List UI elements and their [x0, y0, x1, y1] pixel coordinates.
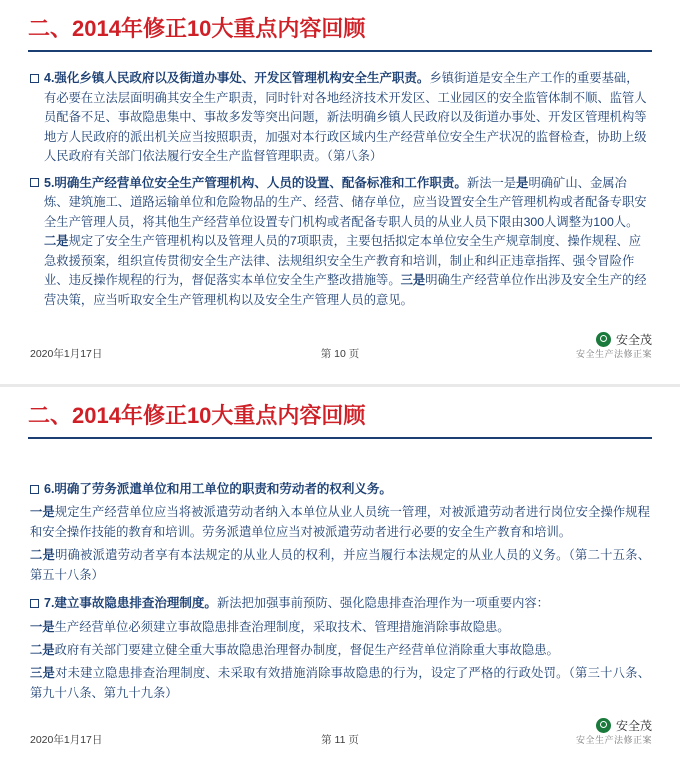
slide-page-10 — [0, 0, 680, 384]
page-title: 二、2014年修正10大重点内容回顾 — [28, 403, 366, 428]
brand-name: 安全茂 — [615, 718, 652, 733]
bullet-6-sub-1-text: 规定生产经营单位应当将被派遣劳动者纳入本单位从业人员统一管理，对被派遣劳动者进行岗位安全操作规程和安全操作技能的教育和培训。劳务派遣单位应当对被派遣劳动者进行必要的安全生产教育和培训。 — [30, 505, 650, 539]
bullet-6-sub-2-text: 明确被派遣劳动者享有本法规定的从业人员的权利，并应当履行本法规定的从业人员的义务。（第二十五条、第五十八条） — [30, 548, 650, 582]
bullet-7-sub-3-lead: 三是 — [30, 665, 56, 680]
bullet-5-body-p5: 三是 — [400, 273, 426, 287]
bullet-7-sub-1-lead: 一是 — [30, 619, 55, 634]
bullet-6-text-block — [44, 480, 392, 499]
slide-title-area — [0, 387, 680, 431]
slide-footer — [0, 332, 680, 370]
footer-date: 2020年1月17日 — [30, 734, 103, 746]
bullet-7-sub-para-1 — [30, 617, 650, 637]
footer-brand — [576, 718, 652, 747]
bullet-6-heading: 6.明确了劳务派遣单位和用工单位的职责和劳动者的权利义务。 — [44, 482, 392, 496]
slide-page-11 — [0, 387, 680, 770]
brand-logo-icon — [596, 332, 611, 347]
brand-top-row — [576, 332, 652, 347]
brand-subtitle: 安全生产法修正案 — [575, 349, 652, 359]
bullet-4-body: 乡镇街道是安全生产工作的重要基础，有必要在立法层面明确其安全生产职责，同时针对各地经济技术开发区、工业园区的安全监管体制不顺、监管人员配备不足、事故隐患集中、事故多发等突出问题，新法明确乡镇人民政府以及街道办事处、开发区管理机构等地方人民政府的派出机关应当按照职责，加强对本行政区域内生产经营单位安全生产状况的监督检查，协助上级人民政府有关部门依法履行安全生产监督管理职责。（第八条） — [44, 71, 647, 163]
bullet-5-body-p2: 明确矿山、金属冶炼、建筑施工、道路运输单位和危险物品的生产、经营、储存单位，应当设置安全生产管理机构或者配备专职安全生产管理人员，将其他生产经营单位设置专门机构或者配备专职人员的从业人员下限由300人调整为100人。 — [44, 175, 647, 229]
bullet-item-5 — [30, 173, 650, 311]
bullet-7-text-block — [44, 594, 549, 614]
bullet-item-6 — [30, 479, 650, 499]
bullet-5-body-p6: 明确生产经营单位作出涉及安全生产的经营决策，应当听取安全生产管理机构以及安全生产管理人员的意见。 — [44, 273, 647, 307]
slide-content — [0, 439, 680, 703]
footer-date: 2020年1月17日 — [30, 348, 103, 360]
bullet-7-sub-3-text: 对未建立隐患排查治理制度、未采取有效措施消除事故隐患的行为，设定了严格的行政处罚。（第三十八条、第九十八条、第九十九条） — [30, 665, 650, 700]
brand-top-row — [576, 718, 652, 733]
page-title: 二、2014年修正10大重点内容回顾 — [28, 16, 366, 41]
bullet-7-heading: 7.建立事故隐患排查治理制度。 — [44, 596, 217, 610]
slide-footer — [0, 718, 680, 756]
footer-page-number: 第 10 页 — [320, 348, 360, 360]
bullet-6-sub-1-lead: 一是 — [30, 505, 55, 519]
bullet-7-sub-para-2 — [30, 640, 650, 660]
bullet-6-sub-2-lead: 二是 — [30, 548, 56, 562]
bullet-4-text-block — [44, 69, 650, 167]
footer-page-number: 第 11 页 — [321, 734, 359, 746]
bullet-5-body-p1: 是 — [516, 175, 529, 190]
bullet-item-7 — [30, 593, 650, 614]
brand-name: 安全茂 — [615, 332, 652, 347]
slide-content — [0, 52, 680, 310]
bullet-5-heading: 5.明确生产经营单位安全生产管理机构、人员的设置、配备标准和工作职责。 — [44, 175, 467, 190]
bullet-5-body-p4: 规定了安全生产管理机构以及管理人员的7项职责，主要包括拟定本单位安全生产规章制度、操作规程、应急救援预案，组织宣传贯彻安全生产法律、法规组织安全生产教育和培训，制止和纠正违章指挥、强令冒险作业、违反操作规程的行为，督促落实本单位安全生产整改措施等。 — [44, 234, 642, 287]
bullet-5-text-block — [44, 174, 650, 311]
bullet-6-sub-para-2 — [30, 545, 650, 585]
slide-title-area — [0, 0, 680, 44]
checkbox-bullet-icon — [30, 173, 44, 193]
bullet-7-sub-para-3 — [30, 663, 650, 703]
bullet-7-sub-1-text: 生产经营单位必须建立事故隐患排查治理制度，采取技术、管理措施消除事故隐患。 — [54, 619, 510, 634]
bullet-6-sub-para-1 — [30, 502, 650, 542]
checkbox-bullet-icon — [30, 479, 44, 499]
bullet-4-heading: 4.强化乡镇人民政府以及街道办事处、开发区管理机构安全生产职责。 — [44, 71, 430, 85]
checkbox-bullet-icon — [30, 593, 44, 613]
checkbox-bullet-icon — [30, 68, 44, 88]
brand-subtitle: 安全生产法修正案 — [575, 735, 652, 745]
bullet-5-body-p3: 二是 — [44, 234, 69, 248]
bullet-7-heading-tail: 新法把加强事前预防、强化隐患排查治理作为一项重要内容： — [216, 596, 549, 610]
bullet-7-sub-2-text: 政府有关部门要建立健全重大事故隐患治理督办制度，督促生产经营单位消除重大事故隐患。 — [54, 642, 559, 657]
footer-brand — [576, 332, 652, 361]
bullet-item-4 — [30, 68, 650, 167]
bullet-7-sub-2-lead: 二是 — [30, 642, 55, 657]
brand-logo-icon — [596, 718, 611, 733]
bullet-5-body-p0: 新法一是 — [466, 175, 517, 190]
